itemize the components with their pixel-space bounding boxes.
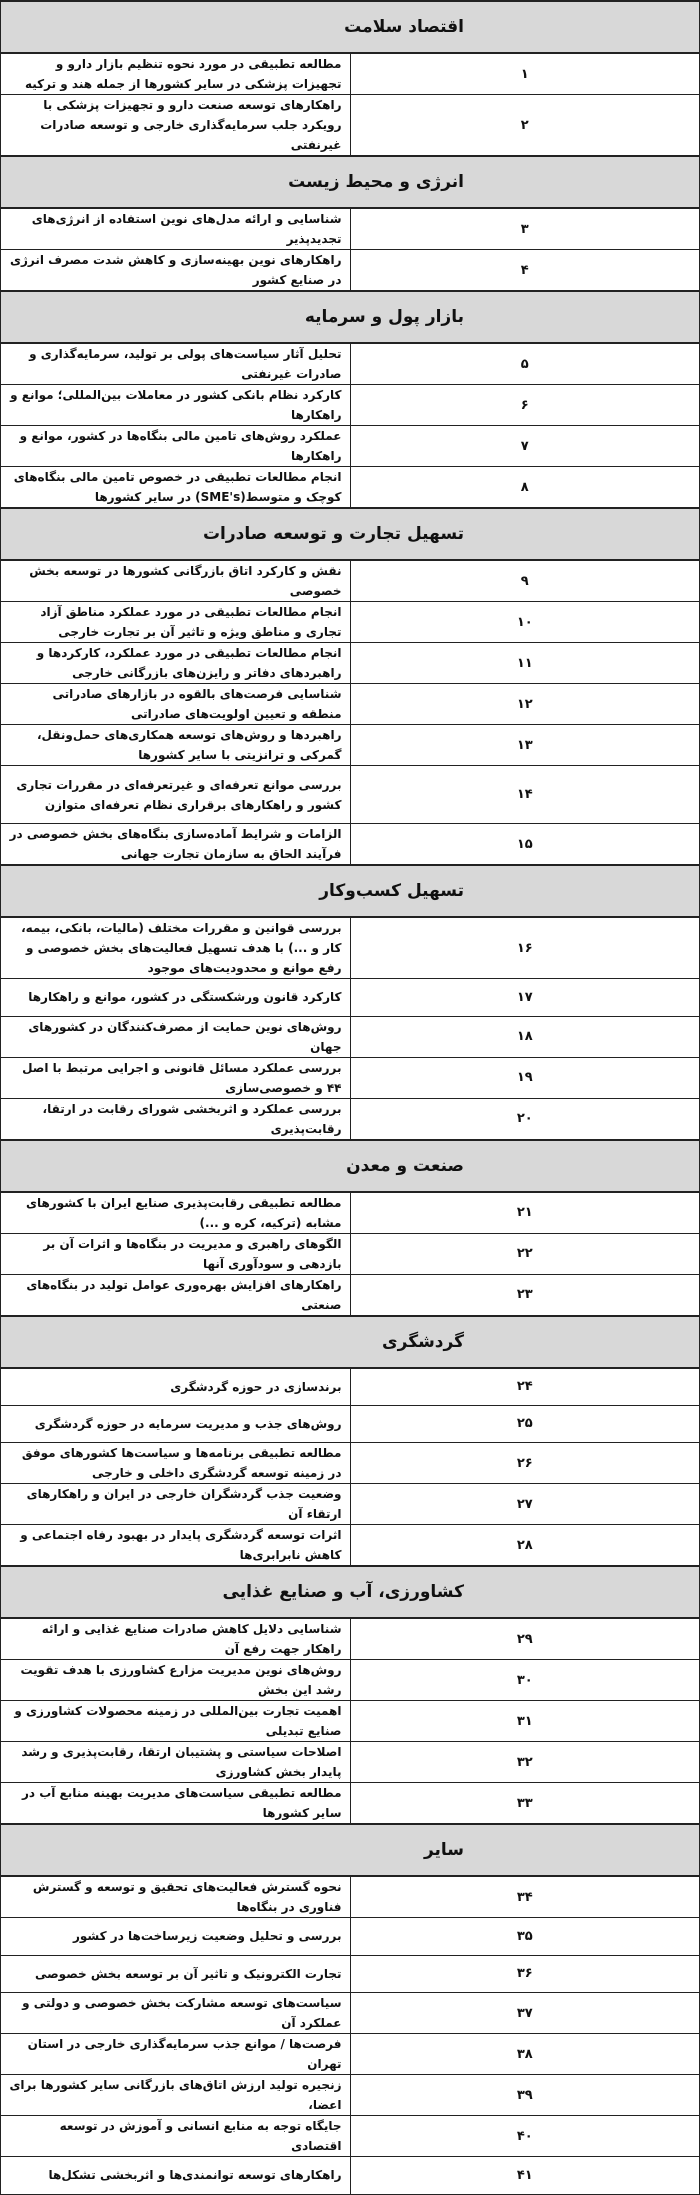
topic-title: انجام مطالعات تطبیقی در خصوص تامین مالی بنگاه‌های کوچک و متوسط(SME's) در سایر کشورها <box>1 467 351 509</box>
topic-title: وضعیت جذب گردشگران خارجی در ایران و راهکارهای ارتقاء آن <box>1 1484 351 1525</box>
topic-row <box>1 560 700 602</box>
topic-title: راهبردها و روش‌های توسعه همکاری‌های حمل‌ونقل، گمرکی و ترانزیتی با سایر کشورها <box>1 725 351 766</box>
topic-number: ۱۴ <box>350 766 700 824</box>
section-title: تسهیل کسب‌وکار <box>1 865 700 917</box>
topic-number: ۴۰ <box>350 2116 700 2157</box>
topic-title: تجارت الکترونیک و تاثیر آن بر توسعه بخش خصوصی <box>1 1955 351 1993</box>
topic-row <box>1 1233 700 1274</box>
section-header <box>1 1316 700 1368</box>
topic-title: مطالعه تطبیقی رقابت‌پذیری صنایع ایران با کشورهای مشابه (ترکیه، کره و ...) <box>1 1192 351 1234</box>
section-header <box>1 1 700 53</box>
topic-title: اثرات توسعه گردشگری پایدار در بهبود رفاه اجتماعی و کاهش نابرابری‌ها <box>1 1525 351 1567</box>
topic-number: ۲۲ <box>350 1233 700 1274</box>
topic-title: شناسایی فرصت‌های بالقوه در بازارهای صادراتی منطقه و تعیین اولویت‌های صادراتی <box>1 684 351 725</box>
topic-number: ۳۷ <box>350 1993 700 2034</box>
topic-title: راهکارهای توسعه توانمندی‌ها و اثربخشی تشکل‌ها <box>1 2157 351 2195</box>
topic-number: ۳۳ <box>350 1783 700 1825</box>
topic-number: ۳۴ <box>350 1876 700 1918</box>
topic-row <box>1 208 700 250</box>
topic-title: مطالعه تطبیقی در مورد نحوه تنظیم بازار دارو و تجهیزات پزشکی در سایر کشورها از جمله هند و ترکیه <box>1 53 351 95</box>
section-header <box>1 156 700 208</box>
section-header <box>1 865 700 917</box>
topic-number: ۱۶ <box>350 917 700 979</box>
topic-title: راهکارهای نوین بهینه‌سازی و کاهش شدت مصرف انرژی در صنایع کشور <box>1 250 351 292</box>
topic-row <box>1 1274 700 1316</box>
section-title: انرژی و محیط زیست <box>1 156 700 208</box>
topic-row <box>1 1192 700 1234</box>
topic-row <box>1 1993 700 2034</box>
topic-number: ۷ <box>350 426 700 467</box>
topic-title: روش‌های جذب و مدیریت سرمایه در حوزه گردشگری <box>1 1405 351 1443</box>
topic-title: اهمیت تجارت بین‌المللی در زمینه محصولات کشاورزی و صنایع تبدیلی <box>1 1701 351 1742</box>
topic-number: ۲۳ <box>350 1274 700 1316</box>
topic-row <box>1 2116 700 2157</box>
topic-row <box>1 1955 700 1993</box>
topic-row <box>1 250 700 292</box>
topic-title: جایگاه توجه به منابع انسانی و آموزش در توسعه اقتصادی <box>1 2116 351 2157</box>
topic-title: بررسی عملکرد مسائل قانونی و اجرایی مرتبط با اصل ۴۴ و خصوصی‌سازی <box>1 1057 351 1098</box>
topic-title: فرصت‌ها / موانع جذب سرمایه‌گذاری خارجی در استان تهران <box>1 2034 351 2075</box>
topic-title: اصلاحات سیاستی و پشتیبان ارتقا، رقابت‌پذیری و رشد پایدار بخش کشاورزی <box>1 1742 351 1783</box>
topic-row <box>1 1701 700 1742</box>
topic-title: مطالعه تطبیقی برنامه‌ها و سیاست‌ها کشورهای موفق در زمینه توسعه گردشگری داخلی و خارجی <box>1 1443 351 1484</box>
topic-row <box>1 824 700 866</box>
topic-title: بررسی عملکرد و اثربخشی شورای رقابت در ارتقا، رقابت‌پذیری <box>1 1098 351 1140</box>
topic-number: ۳۸ <box>350 2034 700 2075</box>
topic-row <box>1 766 700 824</box>
section-header <box>1 1140 700 1192</box>
topic-title: نقش و کارکرد اتاق بازرگانی کشورها در توسعه بخش خصوصی <box>1 560 351 602</box>
section-title: گردشگری <box>1 1316 700 1368</box>
topic-title: بررسی و تحلیل وضعیت زیرساخت‌ها در کشور <box>1 1918 351 1956</box>
topic-row <box>1 2075 700 2116</box>
topic-row <box>1 1405 700 1443</box>
topic-row <box>1 643 700 684</box>
topic-title: الگوهای راهبری و مدیریت در بنگاه‌ها و اثرات آن بر بازدهی و سودآوری آنها <box>1 1233 351 1274</box>
topic-row <box>1 343 700 385</box>
section-title: اقتصاد سلامت <box>1 1 700 53</box>
topic-number: ۴۱ <box>350 2157 700 2195</box>
topic-title: راهکارهای توسعه صنعت دارو و تجهیزات پزشکی با رویکرد جلب سرمایه‌گذاری خارجی و توسعه صادرات غیرنفتی <box>1 95 351 157</box>
topic-title: الزامات و شرایط آماده‌سازی بنگاه‌های بخش خصوصی در فرآیند الحاق به سازمان تجارت جهانی <box>1 824 351 866</box>
topic-row <box>1 979 700 1017</box>
topic-title: کارکرد قانون ورشکستگی در کشور، موانع و راهکارها <box>1 979 351 1017</box>
topic-number: ۳۰ <box>350 1660 700 1701</box>
topic-number: ۵ <box>350 343 700 385</box>
section-header <box>1 291 700 343</box>
topic-row <box>1 1443 700 1484</box>
section-title: کشاورزی، آب و صنایع غذایی <box>1 1566 700 1618</box>
topic-number: ۶ <box>350 385 700 426</box>
topic-row <box>1 1918 700 1956</box>
topic-number: ۲۶ <box>350 1443 700 1484</box>
topic-row <box>1 1484 700 1525</box>
section-header <box>1 508 700 560</box>
topic-row <box>1 1525 700 1567</box>
topic-title: نحوه گسترش فعالیت‌های تحقیق و توسعه و گسترش فناوری در بنگاه‌ها <box>1 1876 351 1918</box>
topic-number: ۲۷ <box>350 1484 700 1525</box>
topic-row <box>1 1742 700 1783</box>
topic-title: کارکرد نظام بانکی کشور در معاملات بین‌المللی؛ موانع و راهکارها <box>1 385 351 426</box>
topic-number: ۱۸ <box>350 1016 700 1057</box>
section-title: بازار پول و سرمایه <box>1 291 700 343</box>
section-title: سایر <box>1 1824 700 1876</box>
topic-title: انجام مطالعات تطبیقی در مورد عملکرد، کارکردها و راهبردهای دفاتر و رایزن‌های بازرگانی خارجی <box>1 643 351 684</box>
topic-number: ۱ <box>350 53 700 95</box>
topic-row <box>1 1057 700 1098</box>
topic-row <box>1 2034 700 2075</box>
topic-number: ۳ <box>350 208 700 250</box>
topic-row <box>1 1618 700 1660</box>
topic-title: بررسی موانع تعرفه‌ای و غیرتعرفه‌ای در مقررات تجاری کشور و راهکارهای برقراری نظام تعرفه‌ای متوازن <box>1 766 351 824</box>
topic-number: ۲۱ <box>350 1192 700 1234</box>
topic-number: ۱۲ <box>350 684 700 725</box>
topic-row <box>1 1016 700 1057</box>
topic-title: زنجیره تولید ارزش اتاق‌های بازرگانی سایر کشورها برای اعضا، <box>1 2075 351 2116</box>
topic-number: ۲۹ <box>350 1618 700 1660</box>
topic-number: ۹ <box>350 560 700 602</box>
topic-number: ۱۹ <box>350 1057 700 1098</box>
topic-number: ۲۵ <box>350 1405 700 1443</box>
topic-row <box>1 426 700 467</box>
topic-row <box>1 684 700 725</box>
topic-title: مطالعه تطبیقی سیاست‌های مدیریت بهینه منابع آب در سایر کشورها <box>1 1783 351 1825</box>
section-title: صنعت و معدن <box>1 1140 700 1192</box>
topic-title: روش‌های نوین مدیریت مزارع کشاورزی با هدف تقویت رشد این بخش <box>1 1660 351 1701</box>
topic-number: ۲۸ <box>350 1525 700 1567</box>
topic-number: ۳۲ <box>350 1742 700 1783</box>
topic-row <box>1 1876 700 1918</box>
topic-row <box>1 95 700 157</box>
topic-title: روش‌های نوین حمایت از مصرف‌کنندگان در کشورهای جهان <box>1 1016 351 1057</box>
topic-row <box>1 1098 700 1140</box>
topic-number: ۳۹ <box>350 2075 700 2116</box>
topic-row <box>1 1783 700 1825</box>
topic-row <box>1 602 700 643</box>
topic-number: ۲ <box>350 95 700 157</box>
topic-row <box>1 385 700 426</box>
section-header <box>1 1566 700 1618</box>
topic-number: ۱۳ <box>350 725 700 766</box>
topic-title: بررسی قوانین و مقررات مختلف (مالیات، بانکی، بیمه، کار و ...) با هدف تسهیل فعالیت‌های بخش خصوصی و رفع موانع و محدودیت‌های موجود <box>1 917 351 979</box>
topic-title: عملکرد روش‌های تامین مالی بنگاه‌ها در کشور، موانع و راهکارها <box>1 426 351 467</box>
topic-row <box>1 467 700 509</box>
topic-number: ۳۵ <box>350 1918 700 1956</box>
topic-title: انجام مطالعات تطبیقی در مورد عملکرد مناطق آزاد تجاری و مناطق ویژه و تاثیر آن بر تجارت خارجی <box>1 602 351 643</box>
topic-row <box>1 53 700 95</box>
topic-number: ۳۶ <box>350 1955 700 1993</box>
topic-number: ۱۵ <box>350 824 700 866</box>
topic-number: ۱۱ <box>350 643 700 684</box>
topic-number: ۸ <box>350 467 700 509</box>
topic-title: سیاست‌های توسعه مشارکت بخش خصوصی و دولتی و عملکرد آن <box>1 1993 351 2034</box>
topic-number: ۲۰ <box>350 1098 700 1140</box>
topic-row <box>1 1368 700 1406</box>
topic-row <box>1 1660 700 1701</box>
section-header <box>1 1824 700 1876</box>
topic-title: برندسازی در حوزه گردشگری <box>1 1368 351 1406</box>
topic-title: شناسایی دلایل کاهش صادرات صنایع غذایی و ارائه راهکار جهت رفع آن <box>1 1618 351 1660</box>
topic-title: راهکارهای افزایش بهره‌وری عوامل تولید در بنگاه‌های صنعتی <box>1 1274 351 1316</box>
topic-row <box>1 917 700 979</box>
topic-number: ۱۷ <box>350 979 700 1017</box>
topic-title: تحلیل آثار سیاست‌های پولی بر تولید، سرمایه‌گذاری و صادرات غیرنفتی <box>1 343 351 385</box>
topic-title: شناسایی و ارائه مدل‌های نوین استفاده از انرژی‌های تجدیدپذیر <box>1 208 351 250</box>
topic-number: ۱۰ <box>350 602 700 643</box>
topic-number: ۳۱ <box>350 1701 700 1742</box>
topic-row <box>1 2157 700 2195</box>
section-title: تسهیل تجارت و توسعه صادرات <box>1 508 700 560</box>
topic-number: ۴ <box>350 250 700 292</box>
topic-number: ۲۴ <box>350 1368 700 1406</box>
topic-row <box>1 725 700 766</box>
